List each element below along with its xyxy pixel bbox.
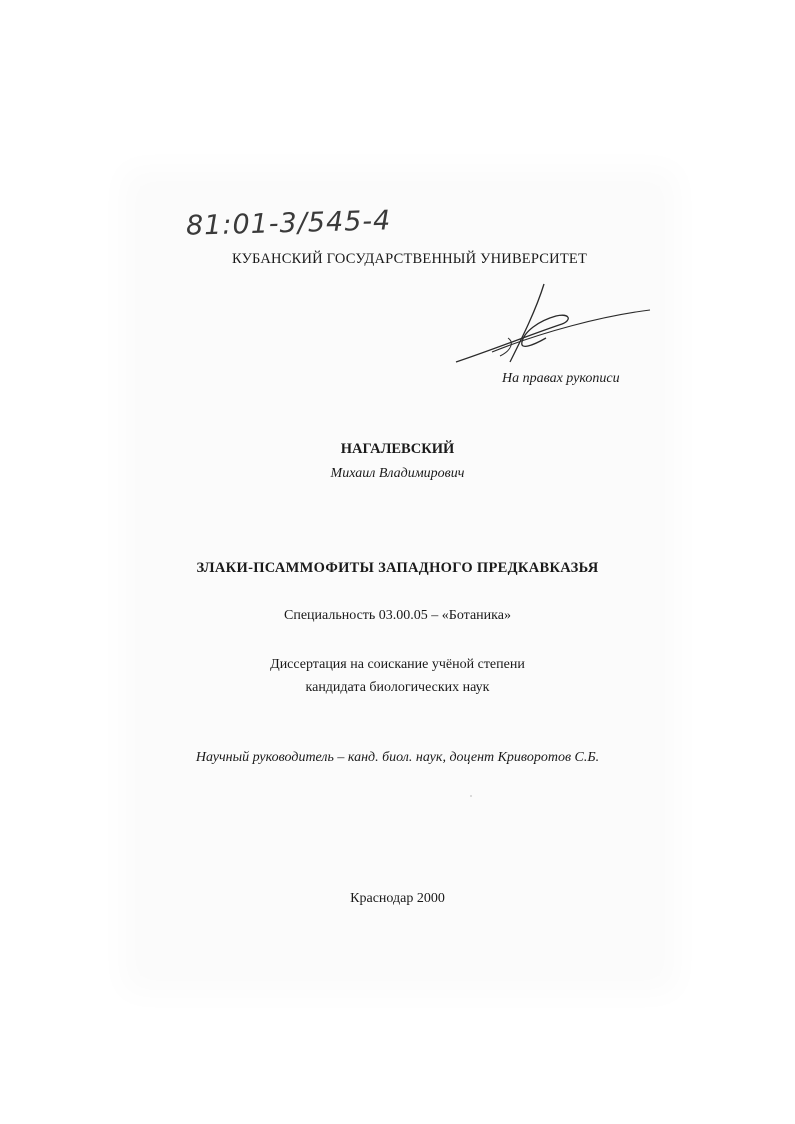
speciality-line: Специальность 03.00.05 – «Ботаника» — [284, 608, 511, 623]
university-name: КУБАНСКИЙ ГОСУДАРСТВЕННЫЙ УНИВЕРСИТЕТ — [232, 251, 588, 267]
dissertation-title: ЗЛАКИ-ПСАММОФИТЫ ЗАПАДНОГО ПРЕДКАВКАЗЬЯ — [196, 560, 599, 576]
author-surname: НАГАЛЕВСКИЙ — [340, 441, 455, 457]
supervisor-line: Научный руководитель – канд. биол. наук, доцент Криворотов С.Б. — [195, 750, 600, 765]
degree-line-1: Диссертация на соискание учёной степени — [270, 657, 525, 672]
scan-speck — [470, 795, 472, 797]
signature-icon — [452, 280, 652, 370]
author-name: Михаил Владимирович — [330, 466, 465, 481]
handwritten-catalog-number: 81:01-3/545-4 — [185, 205, 392, 242]
place-and-year: Краснодар 2000 — [350, 891, 445, 906]
manuscript-rights-note: На правах рукописи — [502, 371, 620, 386]
degree-line-2: кандидата биологических наук — [305, 680, 490, 695]
